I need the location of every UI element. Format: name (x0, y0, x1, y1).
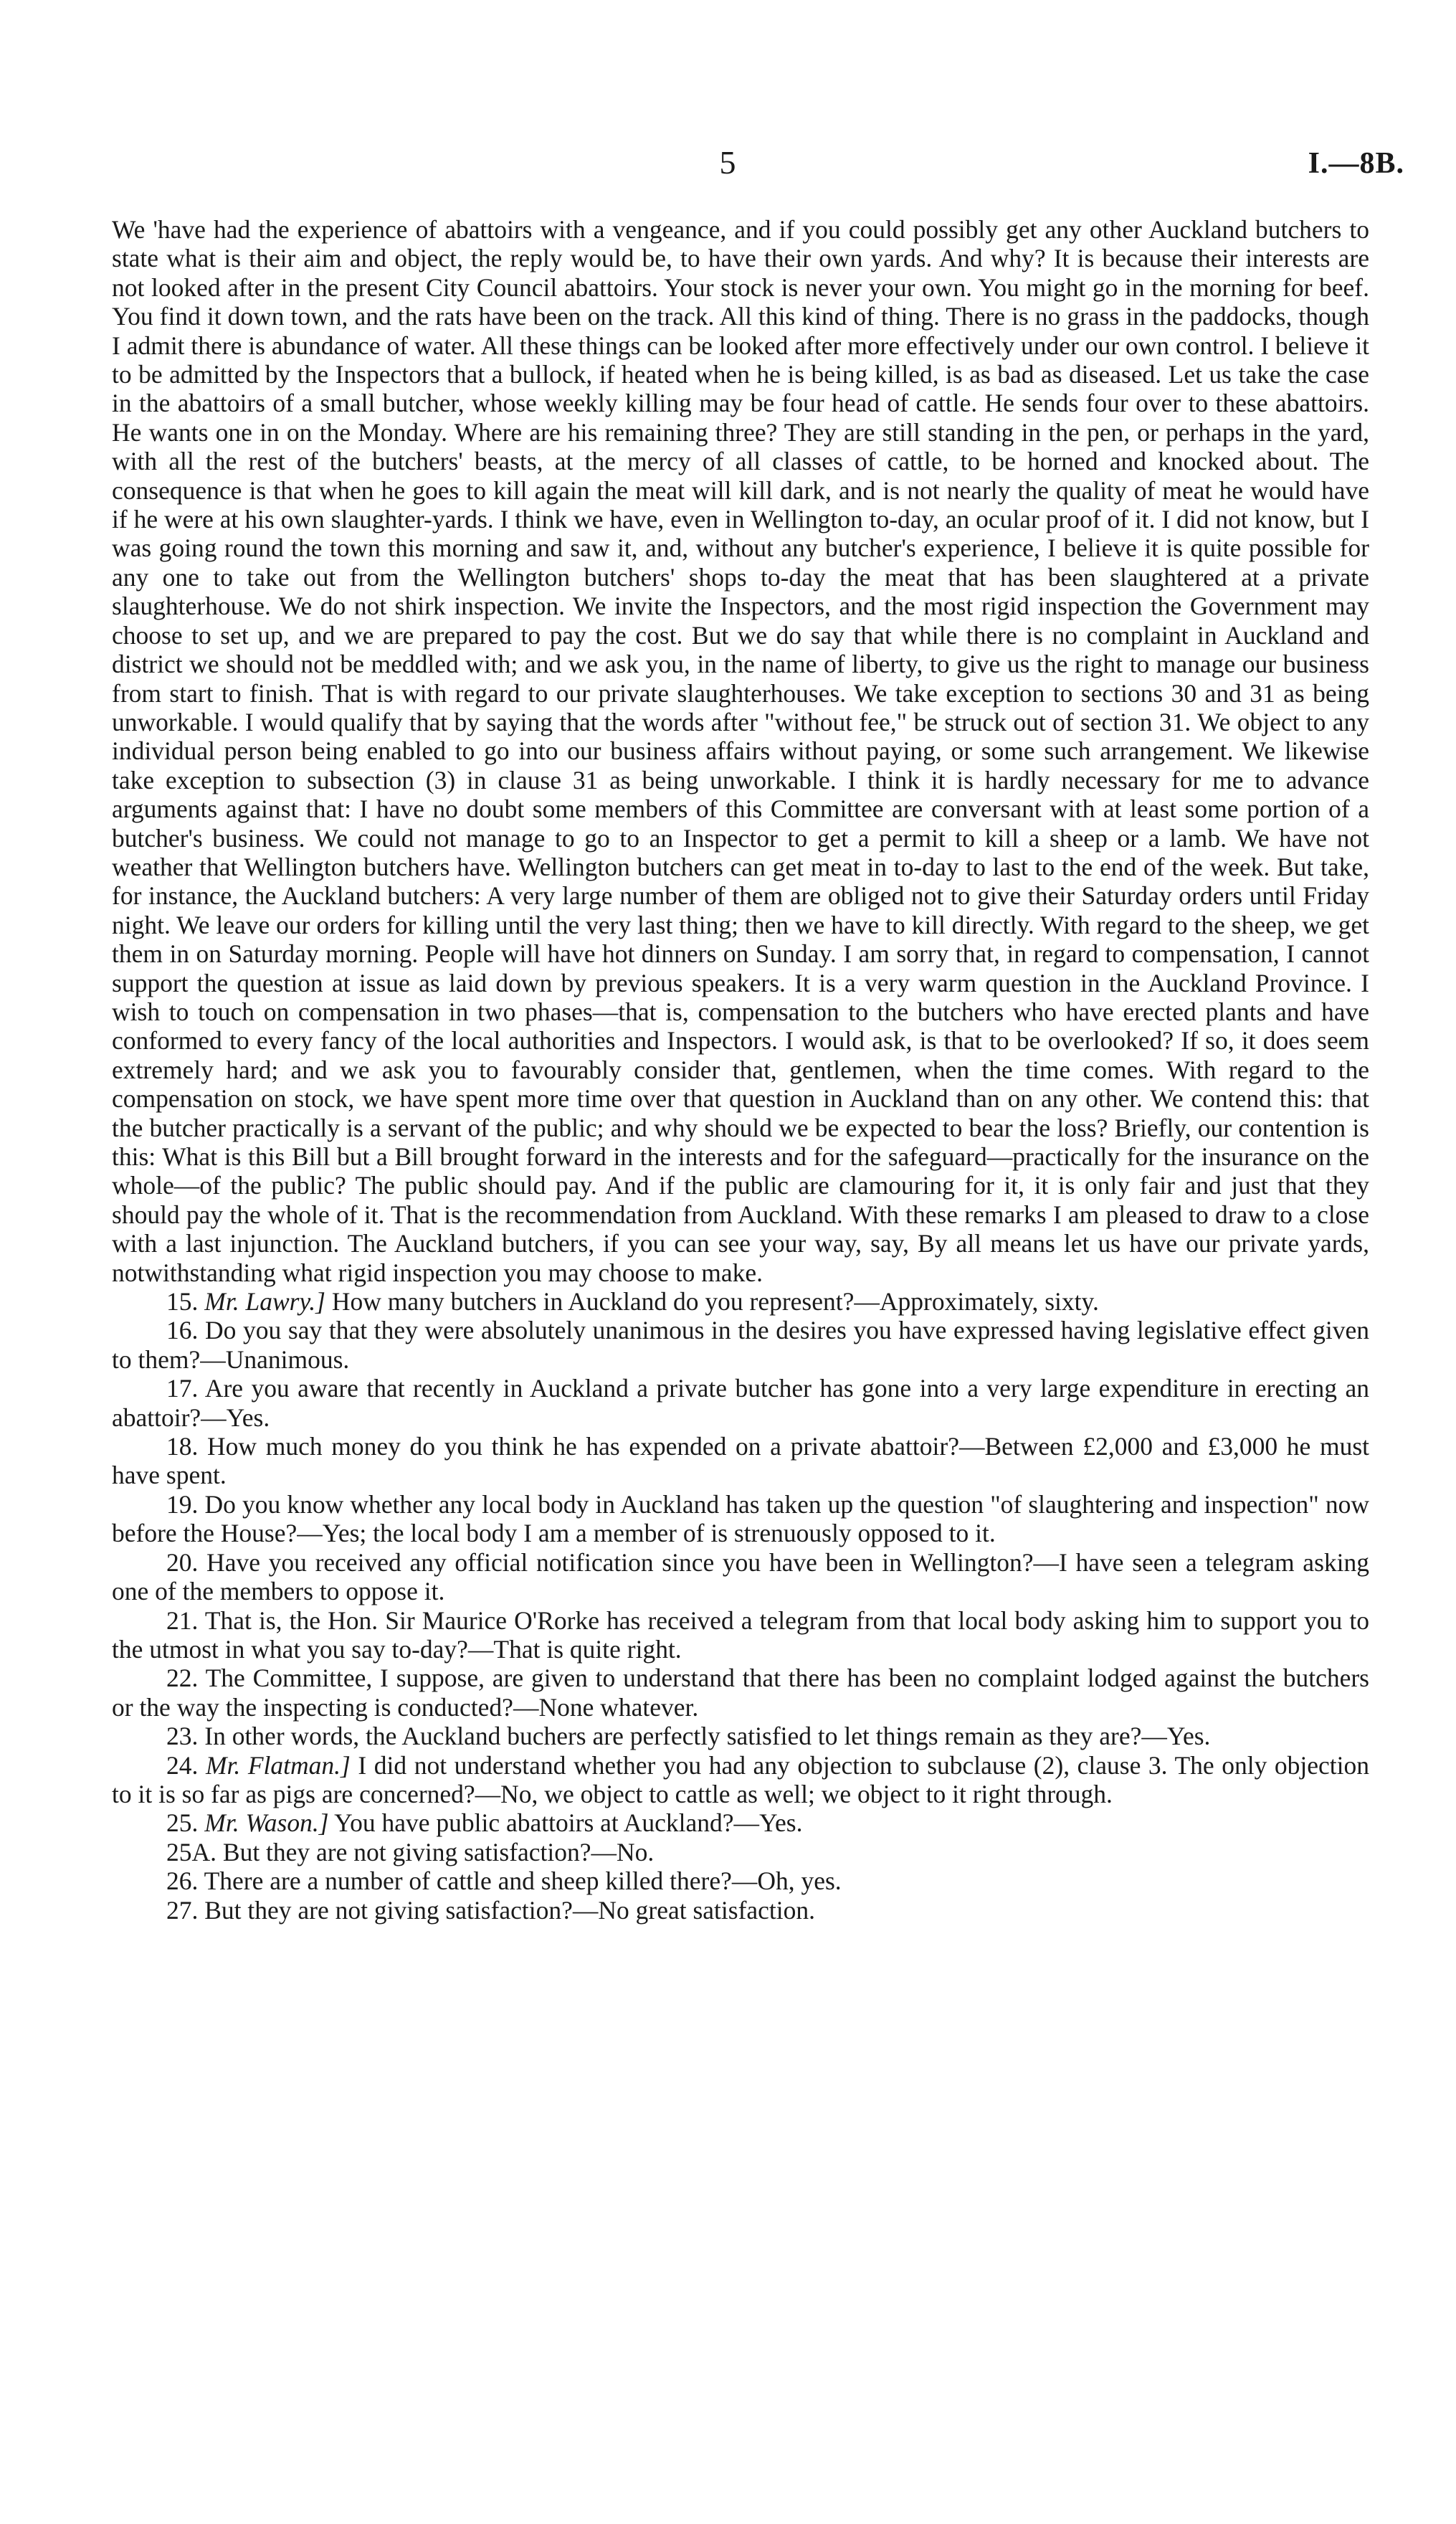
speaker: Mr. Lawry.] (204, 1287, 325, 1316)
question-25a (112, 1838, 1369, 1866)
document-reference: I.—8B. (1308, 147, 1404, 180)
question-20 (112, 1548, 1369, 1606)
body-text (112, 215, 1369, 1925)
question-23 (112, 1722, 1369, 1750)
question-text: But they are not giving satisfaction?—No great satisfaction. (198, 1895, 816, 1925)
question-text: Have you received any official notification since you have been in Wellington?—I have seen a telegram asking one of the members to oppose it. (112, 1547, 1369, 1606)
question-text: Do you say that they were absolutely unanimous in the desires you have expressed having legislative effect given to them?—Unanimous. (112, 1316, 1369, 1374)
question-text: Are you aware that recently in Auckland a private butcher has gone into a very large expenditure in erecting an abattoir?—Yes. (112, 1374, 1369, 1432)
question-number: 25. (166, 1808, 199, 1838)
question-number: 22. (166, 1664, 199, 1693)
question-number: 25A. (166, 1837, 217, 1866)
question-19 (112, 1490, 1369, 1548)
question-number: 26. (166, 1866, 199, 1896)
question-number: 15. (166, 1287, 199, 1316)
question-text: You have public abattoirs at Auckland?—Yes. (328, 1808, 803, 1838)
question-16 (112, 1316, 1369, 1374)
question-18 (112, 1432, 1369, 1490)
question-25 (112, 1808, 1369, 1837)
question-26 (112, 1866, 1369, 1895)
speaker: Mr. Flatman.] (205, 1750, 351, 1780)
question-number: 23. (166, 1722, 199, 1751)
question-number: 18. (166, 1432, 199, 1461)
question-number: 16. (166, 1316, 199, 1345)
page-number: 5 (719, 144, 737, 181)
question-text: There are a number of cattle and sheep killed there?—Oh, yes. (198, 1866, 842, 1896)
question-number: 20. (166, 1547, 199, 1577)
opening-paragraph: We 'have had the experience of abattoirs with a vengeance, and if you could possibly get any other Auckland butchers to state what is their aim and object, the reply would be, to have their own yards. And why? It is because their interests are not looked after in the present City Council abattoirs. Your stock is never your own. You might go in the morning for beef. You find it down town, and the rats have been on the track. All this kind of thing. There is no grass in the paddocks, though I admit there is abundance of water. All these things can be looked after more effectively under our own control. I believe it to be admitted by the Inspectors that a bullock, if heated when he is being killed, is as bad as diseased. Let us take the case in the abattoirs of a small butcher, whose weekly killing may be four head of cattle. He sends four over to these abattoirs. He wants one in on the Monday. Where are his remaining three? They are still standing in the pen, or perhaps in the yard, with all the rest of the butchers' beasts, at the mercy of all classes of cattle, to be horned and knocked about. The consequence is that when he goes to kill again the meat will kill dark, and is not nearly the quality of meat he would have if he were at his own slaughter-yards. I think we have, even in Wellington to-day, an ocular proof of it. I did not know, but I was going round the town this morning and saw it, and, without any butcher's experience, I believe it is quite possible for any one to take out from the Wellington butchers' shops to-day the meat that has been slaughtered at a private slaughterhouse. We do not shirk inspection. We invite the Inspectors, and the most rigid inspection the Government may choose to set up, and we are prepared to pay the cost. But we do say that while there is no complaint in Auckland and district we should not be meddled with; and we ask you, in the name of liberty, to give us the right to manage our business from start to finish. That is with regard to our private slaughterhouses. We take exception to sections 30 and 31 as being unworkable. I would qualify that by saying that the words after "without fee," be struck out of section 31. We object to any individual person being enabled to go into our business affairs without paying, or some such arrangement. We likewise take exception to subsection (3) in clause 31 as being unworkable. I think it is hardly necessary for me to advance arguments against that: I have no doubt some members of this Committee are conversant with at least some portion of a butcher's business. We could not manage to go to an Inspector to get a permit to kill a sheep or a lamb. We have not weather that Wellington butchers have. Wellington butchers can get meat in to-day to last to the end of the week. But take, for instance, the Auckland butchers: A very large number of them are obliged not to give their Saturday orders until Friday night. We leave our orders for killing until the very last thing; then we have to kill directly. With regard to the sheep, we get them in on Saturday morning. People will have hot dinners on Sunday. I am sorry that, in regard to compensation, I cannot support the question at issue as laid down by previous speakers. It is a very warm question in the Auckland Province. I wish to touch on compensation in two phases—that is, compensation to the butchers who have erected plants and have conformed to every fancy of the local authorities and Inspectors. I would ask, is that to be overlooked? If so, it does seem extremely hard; and we ask you to favourably consider that, gentlemen, when the time comes. With regard to the compensation on stock, we have spent more time over that question in Auckland than on any other. We contend this: that the butcher practically is a servant of the public; and why should we be expected to bear the loss? Briefly, our contention is this: What is this Bill but a Bill brought forward in the interests and for the safeguard—practically for the insurance on the whole—of the public? The public should pay. And if the public are clamouring for it, it is only fair and just that they should pay the whole of it. That is the recommendation from Auckland. With these remarks I am pleased to draw to a close with a last injunction. The Auckland butchers, if you can see your way, say, By all means let us have our private yards, notwithstanding what rigid inspection you may choose to make. (112, 215, 1370, 1287)
question-text: How much money do you think he has expended on a private abattoir?—Between £2,000 and £3,000 he must have spent. (112, 1432, 1369, 1490)
question-number: 24. (166, 1750, 199, 1780)
question-24 (112, 1751, 1369, 1809)
question-number: 27. (166, 1895, 199, 1925)
question-number: 17. (166, 1374, 199, 1403)
question-text: That is, the Hon. Sir Maurice O'Rorke has received a telegram from that local body asking him to support you to the utmost in what you say to-day?—That is quite right. (112, 1605, 1369, 1664)
question-text: The Committee, I suppose, are given to understand that there has been no complaint lodged against the butchers or the way the inspecting is conducted?—None whatever. (112, 1664, 1369, 1722)
question-22 (112, 1664, 1369, 1722)
question-text: I did not understand whether you had any objection to subclause (2), clause 3. The only objection to it is so far as pigs are concerned?—No, we object to cattle as well; we object to it right through. (112, 1750, 1369, 1808)
question-text: But they are not giving satisfaction?—No. (217, 1837, 655, 1866)
speaker: Mr. Wason.] (204, 1808, 329, 1838)
question-text: In other words, the Auckland buchers are perfectly satisfied to let things remain as they are?—Yes. (198, 1722, 1211, 1751)
question-number: 21. (166, 1605, 199, 1635)
question-21 (112, 1606, 1369, 1664)
question-number: 19. (166, 1489, 199, 1519)
question-text: Do you know whether any local body in Auckland has taken up the question "of slaughtering and inspection" now before the House?—Yes; the local body I am a member of is strenuously opposed to it. (112, 1489, 1369, 1548)
question-27 (112, 1896, 1369, 1925)
question-15 (112, 1287, 1369, 1316)
question-17 (112, 1374, 1369, 1432)
question-text: How many butchers in Auckland do you represent?—Approximately, sixty. (325, 1287, 1099, 1316)
